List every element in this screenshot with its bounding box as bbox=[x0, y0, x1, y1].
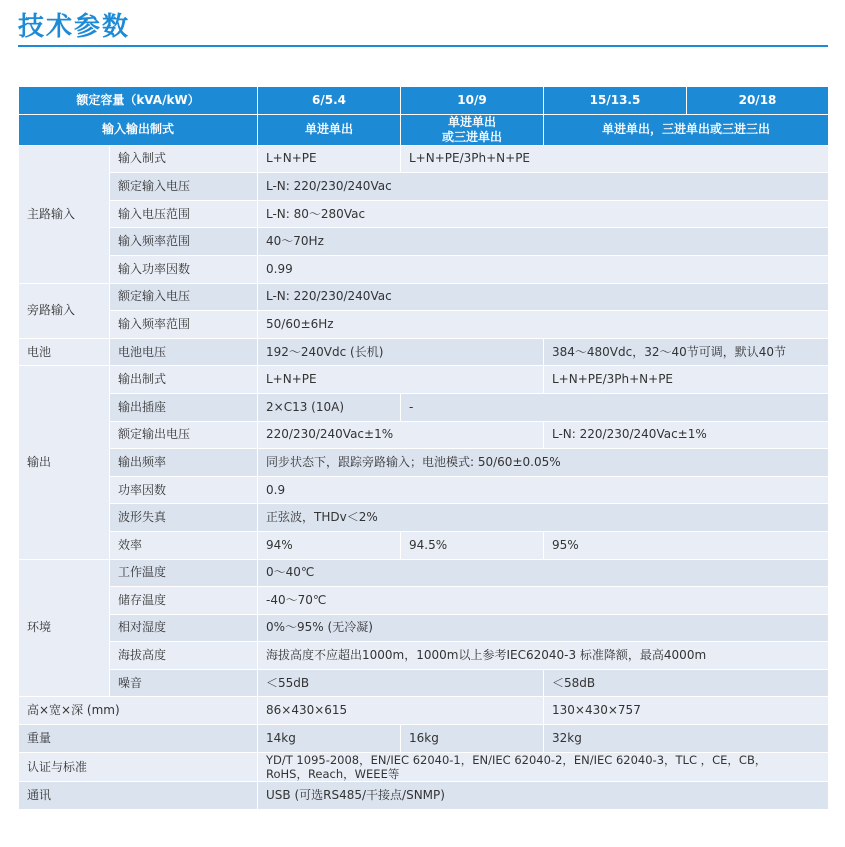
value-cell: 192～240Vdc (长机) bbox=[258, 338, 544, 366]
param-label: 效率 bbox=[110, 531, 258, 559]
value-cell: 0～40℃ bbox=[258, 559, 829, 587]
value-cell: 同步状态下，跟踪旁路输入；电池模式: 50/60±0.05% bbox=[258, 449, 829, 477]
table-row bbox=[19, 559, 829, 587]
table-row bbox=[19, 228, 829, 256]
value-cell: ＜58dB bbox=[544, 669, 829, 697]
param-label: 输入频率范围 bbox=[110, 228, 258, 256]
header-row-capacity bbox=[19, 87, 829, 115]
param-label: 工作温度 bbox=[110, 559, 258, 587]
model-1: 6/5.4 bbox=[258, 87, 401, 115]
table-row bbox=[19, 669, 829, 697]
table-row bbox=[19, 614, 829, 642]
param-label: 功率因数 bbox=[110, 476, 258, 504]
value-cell: 0.99 bbox=[258, 255, 829, 283]
value-cell: L-N: 220/230/240Vac bbox=[258, 173, 829, 201]
value-cell: 95% bbox=[544, 531, 829, 559]
io-value-3: 单进单出，三进单出或三进三出 bbox=[544, 114, 829, 145]
table-row bbox=[19, 531, 829, 559]
table-row bbox=[19, 476, 829, 504]
value-cell: 94% bbox=[258, 531, 401, 559]
param-label: 输出频率 bbox=[110, 449, 258, 477]
param-label: 输入制式 bbox=[110, 145, 258, 173]
value-cell: 220/230/240Vac±1% bbox=[258, 421, 544, 449]
row-label: 重量 bbox=[19, 725, 258, 753]
param-label: 输入电压范围 bbox=[110, 200, 258, 228]
header-row-io bbox=[19, 114, 829, 145]
param-label: 噪音 bbox=[110, 669, 258, 697]
group-battery: 电池 bbox=[19, 338, 110, 366]
param-label: 储存温度 bbox=[110, 587, 258, 615]
value-cell: 94.5% bbox=[401, 531, 544, 559]
param-label: 输出插座 bbox=[110, 393, 258, 421]
value-cell: L+N+PE bbox=[258, 366, 544, 394]
io-value-2: 单进单出 或三进单出 bbox=[401, 114, 544, 145]
model-2: 10/9 bbox=[401, 87, 544, 115]
value-cell: L-N: 220/230/240Vac bbox=[258, 283, 829, 311]
param-label: 输入频率范围 bbox=[110, 311, 258, 339]
group-bypass-input: 旁路输入 bbox=[19, 283, 110, 338]
table-row bbox=[19, 421, 829, 449]
value-cell: L-N: 80～280Vac bbox=[258, 200, 829, 228]
value-cell: - bbox=[401, 393, 829, 421]
row-label: 通讯 bbox=[19, 782, 258, 810]
table-row bbox=[19, 173, 829, 201]
param-label: 输出制式 bbox=[110, 366, 258, 394]
value-cell: 86×430×615 bbox=[258, 697, 544, 725]
table-row bbox=[19, 782, 829, 810]
table-row bbox=[19, 311, 829, 339]
param-label: 额定输入电压 bbox=[110, 283, 258, 311]
value-cell: 2×C13 (10A) bbox=[258, 393, 401, 421]
row-label: 认证与标准 bbox=[19, 752, 258, 782]
table-row bbox=[19, 697, 829, 725]
value-cell: USB (可选RS485/干接点/SNMP) bbox=[258, 782, 829, 810]
group-output: 输出 bbox=[19, 366, 110, 559]
param-label: 波形失真 bbox=[110, 504, 258, 532]
table-row bbox=[19, 642, 829, 670]
value-cell: 0.9 bbox=[258, 476, 829, 504]
value-cell: ＜55dB bbox=[258, 669, 544, 697]
value-cell: 0%～95% (无冷凝) bbox=[258, 614, 829, 642]
param-label: 电池电压 bbox=[110, 338, 258, 366]
table-row bbox=[19, 725, 829, 753]
param-label: 海拔高度 bbox=[110, 642, 258, 670]
table-row bbox=[19, 504, 829, 532]
param-label: 额定输出电压 bbox=[110, 421, 258, 449]
table-row bbox=[19, 449, 829, 477]
table-row bbox=[19, 200, 829, 228]
value-cell: YD/T 1095-2008，EN/IEC 62040-1，EN/IEC 62040-2，EN/IEC 62040-3，TLC ，CE，CB， RoHS，Reach，WEEE等 bbox=[258, 752, 829, 782]
table-row bbox=[19, 145, 829, 173]
model-4: 20/18 bbox=[687, 87, 829, 115]
value-cell: 16kg bbox=[401, 725, 544, 753]
page-title: 技术参数 bbox=[18, 12, 131, 42]
io-label: 输入输出制式 bbox=[19, 114, 258, 145]
table-row bbox=[19, 587, 829, 615]
table-row bbox=[19, 283, 829, 311]
value-cell: 正弦波，THDv＜2% bbox=[258, 504, 829, 532]
param-label: 相对湿度 bbox=[110, 614, 258, 642]
table-row bbox=[19, 255, 829, 283]
value-cell: 130×430×757 bbox=[544, 697, 829, 725]
value-cell: L+N+PE bbox=[258, 145, 401, 173]
model-3: 15/13.5 bbox=[544, 87, 687, 115]
value-cell: L+N+PE/3Ph+N+PE bbox=[401, 145, 829, 173]
table-row bbox=[19, 393, 829, 421]
value-cell: 40～70Hz bbox=[258, 228, 829, 256]
value-cell: L-N: 220/230/240Vac±1% bbox=[544, 421, 829, 449]
value-cell: 50/60±6Hz bbox=[258, 311, 829, 339]
spec-table bbox=[18, 86, 829, 810]
group-main-input: 主路输入 bbox=[19, 145, 110, 283]
io-value-1: 单进单出 bbox=[258, 114, 401, 145]
table-row bbox=[19, 752, 829, 782]
table-row bbox=[19, 366, 829, 394]
param-label: 额定输入电压 bbox=[110, 173, 258, 201]
value-cell: 海拔高度不应超出1000m，1000m以上参考IEC62040-3 标准降额，最高4000m bbox=[258, 642, 829, 670]
value-cell: 32kg bbox=[544, 725, 829, 753]
row-label: 高×宽×深 (mm) bbox=[19, 697, 258, 725]
value-cell: 14kg bbox=[258, 725, 401, 753]
value-cell: -40～70℃ bbox=[258, 587, 829, 615]
capacity-label: 额定容量（kVA/kW） bbox=[19, 87, 258, 115]
table-row bbox=[19, 338, 829, 366]
param-label: 输入功率因数 bbox=[110, 255, 258, 283]
value-cell: L+N+PE/3Ph+N+PE bbox=[544, 366, 829, 394]
group-environment: 环境 bbox=[19, 559, 110, 697]
value-cell: 384～480Vdc，32～40节可调，默认40节 bbox=[544, 338, 829, 366]
title-divider bbox=[18, 45, 828, 47]
